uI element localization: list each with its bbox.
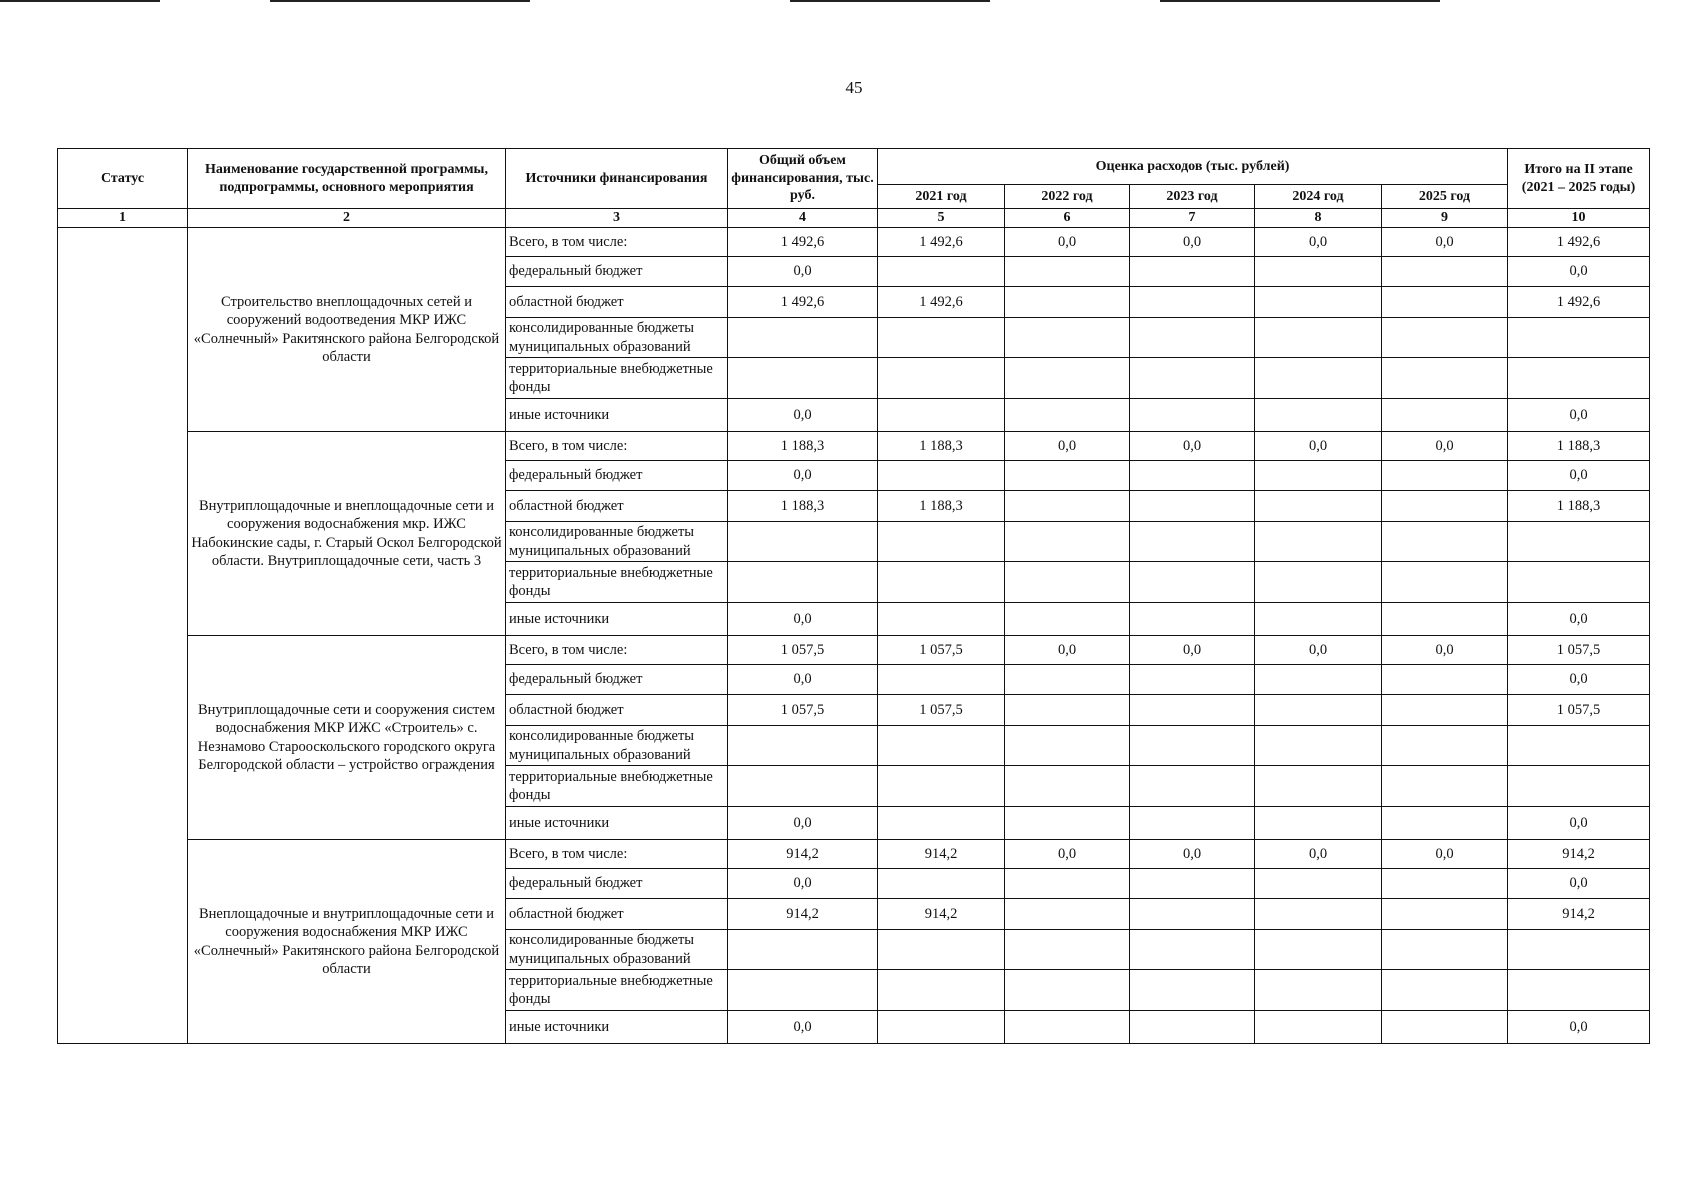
amount-cell xyxy=(728,970,878,1011)
amount-cell xyxy=(728,930,878,970)
header-year: 2024 год xyxy=(1255,185,1382,209)
amount-cell xyxy=(1005,603,1130,636)
amount-cell xyxy=(1130,318,1255,358)
program-name-cell: Внутриплощадочные сети и сооружения систем водоснабжения МКР ИЖС «Строитель» с. Незнамово Старооскольского городского округа Белгородской области – устройство ограждения xyxy=(188,636,506,840)
funding-source-cell: территориальные внебюджетные фонды xyxy=(506,358,728,399)
amount-cell xyxy=(1382,1011,1508,1044)
amount-cell xyxy=(1255,665,1382,695)
amount-cell xyxy=(878,930,1005,970)
header-program-name: Наименование государственной программы, подпрограммы, основного мероприятия xyxy=(188,149,506,209)
amount-cell xyxy=(1255,603,1382,636)
amount-cell xyxy=(878,1011,1005,1044)
amount-cell xyxy=(1382,287,1508,318)
column-number-row xyxy=(58,209,1650,228)
amount-cell xyxy=(1382,807,1508,840)
amount-cell xyxy=(728,358,878,399)
amount-cell xyxy=(1130,399,1255,432)
amount-cell: 0,0 xyxy=(1130,636,1255,665)
amount-cell: 0,0 xyxy=(1130,228,1255,257)
amount-cell xyxy=(1508,930,1650,970)
amount-cell xyxy=(1382,970,1508,1011)
funding-source-cell: территориальные внебюджетные фонды xyxy=(506,562,728,603)
amount-cell xyxy=(878,399,1005,432)
amount-cell xyxy=(1255,522,1382,562)
amount-cell xyxy=(728,522,878,562)
amount-cell xyxy=(1508,970,1650,1011)
amount-cell: 0,0 xyxy=(1508,257,1650,287)
funding-source-cell: консолидированные бюджеты муниципальных образований xyxy=(506,726,728,766)
amount-cell: 1 188,3 xyxy=(878,491,1005,522)
header-total-volume: Общий объем финансирования, тыс. руб. xyxy=(728,149,878,209)
amount-cell xyxy=(1382,318,1508,358)
amount-cell xyxy=(878,318,1005,358)
amount-cell: 1 188,3 xyxy=(878,432,1005,461)
amount-cell: 0,0 xyxy=(1382,228,1508,257)
amount-cell xyxy=(878,807,1005,840)
amount-cell: 0,0 xyxy=(1255,228,1382,257)
amount-cell xyxy=(1130,461,1255,491)
amount-cell: 0,0 xyxy=(1508,461,1650,491)
funding-source-cell: федеральный бюджет xyxy=(506,461,728,491)
amount-cell xyxy=(1005,287,1130,318)
amount-cell: 1 188,3 xyxy=(1508,432,1650,461)
funding-source-cell: иные источники xyxy=(506,603,728,636)
funding-source-cell: иные источники xyxy=(506,807,728,840)
amount-cell: 0,0 xyxy=(1255,840,1382,869)
amount-cell: 1 492,6 xyxy=(728,228,878,257)
amount-cell xyxy=(1255,869,1382,899)
program-name-cell: Строительство внеплощадочных сетей и сооружений водоотведения МКР ИЖС «Солнечный» Ракитянского района Белгородской области xyxy=(188,228,506,432)
amount-cell: 1 057,5 xyxy=(1508,636,1650,665)
amount-cell xyxy=(1005,318,1130,358)
amount-cell xyxy=(1382,603,1508,636)
amount-cell: 1 188,3 xyxy=(728,491,878,522)
amount-cell: 914,2 xyxy=(878,899,1005,930)
amount-cell: 0,0 xyxy=(1382,432,1508,461)
amount-cell: 1 492,6 xyxy=(1508,228,1650,257)
amount-cell xyxy=(878,461,1005,491)
amount-cell xyxy=(878,562,1005,603)
amount-cell xyxy=(1508,358,1650,399)
column-number: 7 xyxy=(1130,209,1255,228)
column-number: 1 xyxy=(58,209,188,228)
amount-cell xyxy=(878,869,1005,899)
column-number: 3 xyxy=(506,209,728,228)
amount-cell: 0,0 xyxy=(1005,228,1130,257)
amount-cell xyxy=(1255,930,1382,970)
amount-cell xyxy=(878,522,1005,562)
funding-source-cell: Всего, в том числе: xyxy=(506,432,728,461)
amount-cell xyxy=(1005,695,1130,726)
amount-cell xyxy=(1508,766,1650,807)
funding-source-cell: иные источники xyxy=(506,1011,728,1044)
amount-cell: 1 057,5 xyxy=(1508,695,1650,726)
amount-cell: 0,0 xyxy=(1005,840,1130,869)
page-number: 45 xyxy=(845,78,863,97)
amount-cell xyxy=(1005,970,1130,1011)
amount-cell: 0,0 xyxy=(1382,840,1508,869)
amount-cell: 1 057,5 xyxy=(728,695,878,726)
funding-source-cell: областной бюджет xyxy=(506,491,728,522)
column-number: 6 xyxy=(1005,209,1130,228)
header-year: 2023 год xyxy=(1130,185,1255,209)
amount-cell xyxy=(1255,358,1382,399)
amount-cell xyxy=(1255,257,1382,287)
amount-cell xyxy=(1255,318,1382,358)
table-row xyxy=(58,840,1650,869)
funding-source-cell: федеральный бюджет xyxy=(506,665,728,695)
amount-cell: 1 492,6 xyxy=(728,287,878,318)
amount-cell: 0,0 xyxy=(728,665,878,695)
amount-cell: 0,0 xyxy=(1508,1011,1650,1044)
column-number: 8 xyxy=(1255,209,1382,228)
amount-cell xyxy=(728,562,878,603)
amount-cell xyxy=(1382,869,1508,899)
amount-cell xyxy=(1508,318,1650,358)
amount-cell xyxy=(1255,562,1382,603)
program-name-cell: Внеплощадочные и внутриплощадочные сети и сооружения водоснабжения МКР ИЖС «Солнечный» Ракитянского района Белгородской области xyxy=(188,840,506,1044)
amount-cell xyxy=(1130,665,1255,695)
table-row xyxy=(58,432,1650,461)
funding-source-cell: консолидированные бюджеты муниципальных образований xyxy=(506,930,728,970)
amount-cell: 1 057,5 xyxy=(728,636,878,665)
header-sources: Источники финансирования xyxy=(506,149,728,209)
funding-source-cell: территориальные внебюджетные фонды xyxy=(506,970,728,1011)
amount-cell xyxy=(878,766,1005,807)
amount-cell xyxy=(1382,665,1508,695)
amount-cell xyxy=(1130,287,1255,318)
amount-cell: 0,0 xyxy=(1255,432,1382,461)
amount-cell xyxy=(1005,257,1130,287)
amount-cell xyxy=(1005,491,1130,522)
amount-cell xyxy=(1382,899,1508,930)
amount-cell xyxy=(1508,562,1650,603)
amount-cell xyxy=(1382,726,1508,766)
amount-cell: 0,0 xyxy=(728,807,878,840)
amount-cell: 0,0 xyxy=(1508,869,1650,899)
header-year: 2025 год xyxy=(1382,185,1508,209)
amount-cell xyxy=(728,726,878,766)
amount-cell xyxy=(1255,399,1382,432)
column-number: 9 xyxy=(1382,209,1508,228)
amount-cell xyxy=(1255,899,1382,930)
amount-cell xyxy=(1382,766,1508,807)
amount-cell xyxy=(1130,562,1255,603)
amount-cell xyxy=(1005,1011,1130,1044)
funding-source-cell: областной бюджет xyxy=(506,899,728,930)
amount-cell xyxy=(1005,461,1130,491)
amount-cell: 914,2 xyxy=(1508,899,1650,930)
amount-cell xyxy=(1382,562,1508,603)
amount-cell: 1 492,6 xyxy=(1508,287,1650,318)
header-stage-total: Итого на II этапе (2021 – 2025 годы) xyxy=(1508,149,1650,209)
amount-cell: 0,0 xyxy=(728,257,878,287)
amount-cell: 0,0 xyxy=(1005,432,1130,461)
amount-cell xyxy=(1005,930,1130,970)
amount-cell: 0,0 xyxy=(1255,636,1382,665)
funding-source-cell: областной бюджет xyxy=(506,695,728,726)
amount-cell: 914,2 xyxy=(728,899,878,930)
amount-cell xyxy=(1255,766,1382,807)
amount-cell xyxy=(1255,970,1382,1011)
column-number: 4 xyxy=(728,209,878,228)
column-number: 10 xyxy=(1508,209,1650,228)
funding-source-cell: областной бюджет xyxy=(506,287,728,318)
budget-table xyxy=(57,148,1650,1044)
amount-cell: 0,0 xyxy=(728,399,878,432)
amount-cell: 0,0 xyxy=(1382,636,1508,665)
amount-cell xyxy=(1255,1011,1382,1044)
amount-cell xyxy=(1382,491,1508,522)
funding-source-cell: федеральный бюджет xyxy=(506,869,728,899)
amount-cell: 914,2 xyxy=(728,840,878,869)
amount-cell: 1 188,3 xyxy=(728,432,878,461)
amount-cell xyxy=(1130,522,1255,562)
amount-cell xyxy=(1382,930,1508,970)
amount-cell: 0,0 xyxy=(1005,636,1130,665)
top-scan-rule xyxy=(0,0,1708,2)
amount-cell: 1 492,6 xyxy=(878,228,1005,257)
amount-cell xyxy=(1130,930,1255,970)
header-year: 2021 год xyxy=(878,185,1005,209)
amount-cell xyxy=(1382,257,1508,287)
amount-cell: 0,0 xyxy=(1508,665,1650,695)
amount-cell xyxy=(1130,899,1255,930)
amount-cell: 914,2 xyxy=(1508,840,1650,869)
status-cell xyxy=(58,228,188,1044)
amount-cell xyxy=(1005,399,1130,432)
amount-cell xyxy=(1005,562,1130,603)
amount-cell xyxy=(878,603,1005,636)
amount-cell xyxy=(1382,358,1508,399)
amount-cell xyxy=(1130,807,1255,840)
funding-source-cell: иные источники xyxy=(506,399,728,432)
amount-cell: 0,0 xyxy=(1130,432,1255,461)
amount-cell: 1 057,5 xyxy=(878,636,1005,665)
amount-cell xyxy=(1255,461,1382,491)
amount-cell xyxy=(1255,726,1382,766)
amount-cell: 0,0 xyxy=(1130,840,1255,869)
amount-cell xyxy=(1005,665,1130,695)
amount-cell: 1 492,6 xyxy=(878,287,1005,318)
amount-cell: 1 188,3 xyxy=(1508,491,1650,522)
program-name-cell: Внутриплощадочные и внеплощадочные сети и сооружения водоснабжения мкр. ИЖС Набокинские сады, г. Старый Оскол Белгородской области. Внутриплощадочные сети, часть 3 xyxy=(188,432,506,636)
amount-cell xyxy=(1005,899,1130,930)
amount-cell xyxy=(1255,491,1382,522)
amount-cell xyxy=(1130,695,1255,726)
amount-cell xyxy=(878,665,1005,695)
amount-cell: 0,0 xyxy=(1508,399,1650,432)
amount-cell xyxy=(878,970,1005,1011)
amount-cell: 0,0 xyxy=(728,603,878,636)
funding-source-cell: Всего, в том числе: xyxy=(506,228,728,257)
amount-cell xyxy=(1508,726,1650,766)
amount-cell xyxy=(1382,695,1508,726)
amount-cell xyxy=(1130,766,1255,807)
amount-cell xyxy=(1130,1011,1255,1044)
amount-cell xyxy=(1255,807,1382,840)
header-estimate: Оценка расходов (тыс. рублей) xyxy=(878,149,1508,185)
amount-cell: 0,0 xyxy=(728,869,878,899)
header-year: 2022 год xyxy=(1005,185,1130,209)
amount-cell xyxy=(1130,603,1255,636)
header-status: Статус xyxy=(58,149,188,209)
amount-cell xyxy=(878,726,1005,766)
amount-cell xyxy=(1005,766,1130,807)
amount-cell xyxy=(1005,358,1130,399)
amount-cell xyxy=(1130,726,1255,766)
funding-source-cell: федеральный бюджет xyxy=(506,257,728,287)
amount-cell xyxy=(1130,491,1255,522)
amount-cell xyxy=(1130,869,1255,899)
table-row xyxy=(58,636,1650,665)
amount-cell xyxy=(1382,522,1508,562)
column-number: 2 xyxy=(188,209,506,228)
amount-cell xyxy=(1130,970,1255,1011)
amount-cell xyxy=(1508,522,1650,562)
amount-cell xyxy=(1255,695,1382,726)
funding-source-cell: территориальные внебюджетные фонды xyxy=(506,766,728,807)
amount-cell: 0,0 xyxy=(728,461,878,491)
funding-source-cell: консолидированные бюджеты муниципальных образований xyxy=(506,522,728,562)
amount-cell xyxy=(878,358,1005,399)
amount-cell xyxy=(1130,358,1255,399)
amount-cell xyxy=(878,257,1005,287)
funding-source-cell: консолидированные бюджеты муниципальных образований xyxy=(506,318,728,358)
funding-source-cell: Всего, в том числе: xyxy=(506,840,728,869)
amount-cell: 0,0 xyxy=(1508,603,1650,636)
amount-cell xyxy=(1005,522,1130,562)
amount-cell xyxy=(1255,287,1382,318)
amount-cell: 1 057,5 xyxy=(878,695,1005,726)
table-row xyxy=(58,228,1650,257)
amount-cell xyxy=(1130,257,1255,287)
amount-cell xyxy=(1005,726,1130,766)
amount-cell xyxy=(1005,869,1130,899)
funding-source-cell: Всего, в том числе: xyxy=(506,636,728,665)
amount-cell xyxy=(1005,807,1130,840)
amount-cell xyxy=(1382,399,1508,432)
amount-cell: 0,0 xyxy=(728,1011,878,1044)
amount-cell xyxy=(728,766,878,807)
amount-cell: 914,2 xyxy=(878,840,1005,869)
amount-cell: 0,0 xyxy=(1508,807,1650,840)
column-number: 5 xyxy=(878,209,1005,228)
amount-cell xyxy=(728,318,878,358)
amount-cell xyxy=(1382,461,1508,491)
